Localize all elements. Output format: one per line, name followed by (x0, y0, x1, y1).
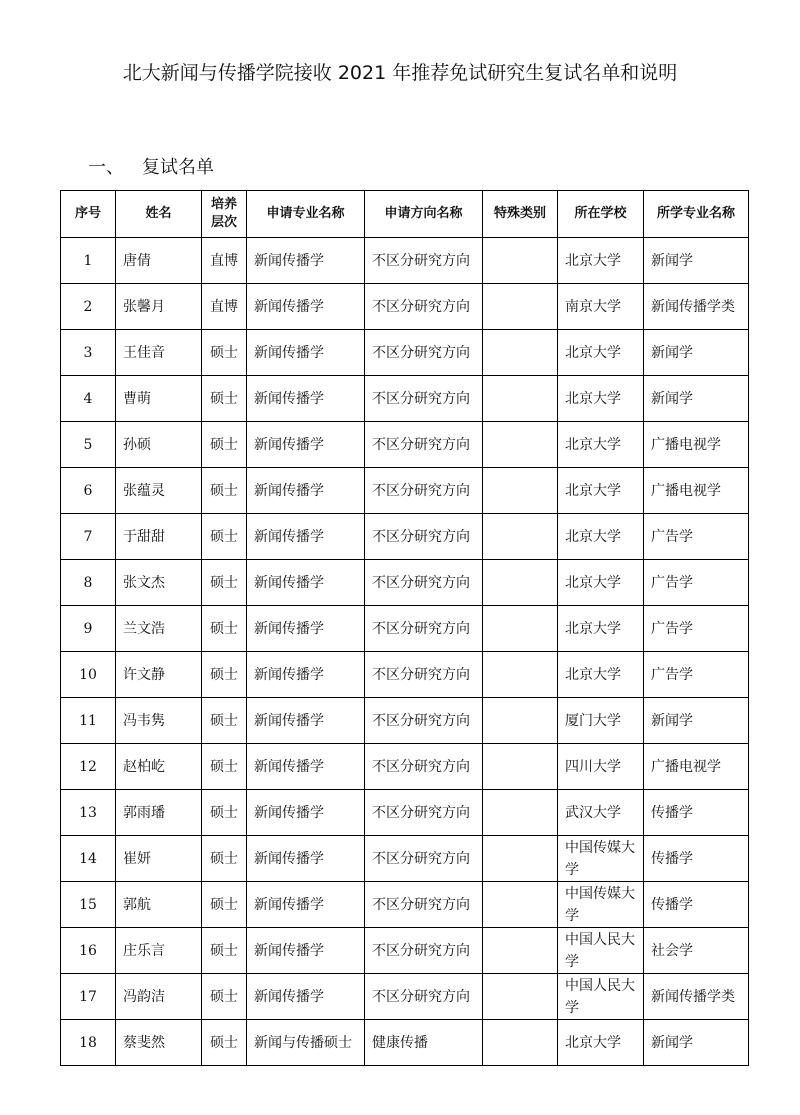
cell-name: 蔡斐然 (116, 1020, 202, 1066)
cell-special (483, 1020, 558, 1066)
cell-direction: 不区分研究方向 (365, 284, 483, 330)
cell-field: 广播电视学 (644, 744, 749, 790)
cell-field: 广告学 (644, 514, 749, 560)
cell-direction: 不区分研究方向 (365, 882, 483, 928)
cell-school: 厦门大学 (558, 698, 644, 744)
cell-major: 新闻传播学 (247, 652, 365, 698)
cell-special (483, 928, 558, 974)
cell-direction: 不区分研究方向 (365, 422, 483, 468)
cell-level: 硕士 (202, 790, 247, 836)
cell-major: 新闻传播学 (247, 330, 365, 376)
cell-field: 新闻传播学类 (644, 974, 749, 1020)
cell-level: 直博 (202, 238, 247, 284)
cell-major: 新闻传播学 (247, 468, 365, 514)
cell-school: 北京大学 (558, 652, 644, 698)
cell-level: 硕士 (202, 1020, 247, 1066)
document-title: 北大新闻与传播学院接收 2021 年推荐免试研究生复试名单和说明 (122, 62, 678, 84)
cell-major: 新闻传播学 (247, 284, 365, 330)
table-row (61, 422, 749, 468)
cell-special (483, 698, 558, 744)
table-row (61, 928, 749, 974)
cell-field: 广告学 (644, 652, 749, 698)
cell-no: 4 (61, 376, 116, 422)
cell-no: 2 (61, 284, 116, 330)
cell-school: 北京大学 (558, 238, 644, 284)
cell-field: 广播电视学 (644, 422, 749, 468)
cell-major: 新闻与传播硕士 (247, 1020, 365, 1066)
cell-special (483, 514, 558, 560)
cell-school: 中国人民大学 (558, 974, 644, 1020)
cell-school: 北京大学 (558, 422, 644, 468)
cell-no: 13 (61, 790, 116, 836)
cell-field: 传播学 (644, 790, 749, 836)
table-header-row (61, 191, 749, 238)
cell-direction: 不区分研究方向 (365, 514, 483, 560)
cell-school: 南京大学 (558, 284, 644, 330)
cell-no: 12 (61, 744, 116, 790)
cell-school: 中国传媒大学 (558, 882, 644, 928)
table-row (61, 790, 749, 836)
cell-level: 硕士 (202, 698, 247, 744)
cell-no: 9 (61, 606, 116, 652)
cell-major: 新闻传播学 (247, 514, 365, 560)
cell-direction: 不区分研究方向 (365, 606, 483, 652)
cell-name: 王佳音 (116, 330, 202, 376)
cell-name: 曹萌 (116, 376, 202, 422)
cell-field: 广告学 (644, 606, 749, 652)
cell-school: 四川大学 (558, 744, 644, 790)
cell-special (483, 238, 558, 284)
cell-level: 硕士 (202, 836, 247, 882)
cell-no: 16 (61, 928, 116, 974)
cell-level: 硕士 (202, 468, 247, 514)
cell-direction: 不区分研究方向 (365, 928, 483, 974)
cell-direction: 健康传播 (365, 1020, 483, 1066)
header-name: 姓名 (116, 191, 202, 238)
cell-field: 广告学 (644, 560, 749, 606)
cell-direction: 不区分研究方向 (365, 560, 483, 606)
cell-no: 10 (61, 652, 116, 698)
cell-school: 北京大学 (558, 560, 644, 606)
cell-field: 广播电视学 (644, 468, 749, 514)
table-row (61, 974, 749, 1020)
cell-special (483, 606, 558, 652)
cell-school: 北京大学 (558, 514, 644, 560)
cell-major: 新闻传播学 (247, 790, 365, 836)
table-row (61, 284, 749, 330)
cell-school: 中国人民大学 (558, 928, 644, 974)
cell-name: 郭航 (116, 882, 202, 928)
cell-level: 硕士 (202, 744, 247, 790)
cell-school: 北京大学 (558, 1020, 644, 1066)
cell-special (483, 974, 558, 1020)
table-row (61, 882, 749, 928)
cell-school: 北京大学 (558, 468, 644, 514)
cell-field: 新闻学 (644, 330, 749, 376)
cell-special (483, 836, 558, 882)
cell-school: 中国传媒大学 (558, 836, 644, 882)
cell-major: 新闻传播学 (247, 928, 365, 974)
cell-no: 11 (61, 698, 116, 744)
cell-special (483, 560, 558, 606)
cell-school: 北京大学 (558, 606, 644, 652)
cell-name: 郭雨璠 (116, 790, 202, 836)
cell-major: 新闻传播学 (247, 698, 365, 744)
cell-direction: 不区分研究方向 (365, 376, 483, 422)
header-direction: 申请方向名称 (365, 191, 483, 238)
header-school: 所在学校 (558, 191, 644, 238)
cell-direction: 不区分研究方向 (365, 238, 483, 284)
cell-no: 7 (61, 514, 116, 560)
cell-school: 武汉大学 (558, 790, 644, 836)
cell-name: 庄乐言 (116, 928, 202, 974)
cell-major: 新闻传播学 (247, 238, 365, 284)
cell-field: 传播学 (644, 836, 749, 882)
cell-field: 新闻传播学类 (644, 284, 749, 330)
table-row (61, 836, 749, 882)
cell-level: 硕士 (202, 606, 247, 652)
cell-level: 硕士 (202, 974, 247, 1020)
table-body (61, 238, 749, 1066)
table-row (61, 468, 749, 514)
cell-field: 新闻学 (644, 698, 749, 744)
header-level: 培养层次 (202, 191, 247, 238)
cell-level: 硕士 (202, 330, 247, 376)
cell-no: 15 (61, 882, 116, 928)
table-row (61, 698, 749, 744)
table-row (61, 376, 749, 422)
table-row (61, 744, 749, 790)
cell-level: 硕士 (202, 514, 247, 560)
cell-direction: 不区分研究方向 (365, 468, 483, 514)
cell-name: 许文静 (116, 652, 202, 698)
cell-no: 8 (61, 560, 116, 606)
cell-name: 崔妍 (116, 836, 202, 882)
cell-field: 新闻学 (644, 238, 749, 284)
section-label: 复试名单 (142, 157, 214, 178)
cell-no: 3 (61, 330, 116, 376)
table-row (61, 238, 749, 284)
cell-field: 新闻学 (644, 1020, 749, 1066)
cell-no: 5 (61, 422, 116, 468)
cell-direction: 不区分研究方向 (365, 790, 483, 836)
table-row (61, 514, 749, 560)
cell-direction: 不区分研究方向 (365, 330, 483, 376)
cell-level: 硕士 (202, 928, 247, 974)
cell-special (483, 468, 558, 514)
cell-direction: 不区分研究方向 (365, 974, 483, 1020)
cell-no: 14 (61, 836, 116, 882)
table-row (61, 652, 749, 698)
cell-name: 兰文浩 (116, 606, 202, 652)
table-row (61, 330, 749, 376)
header-special: 特殊类别 (483, 191, 558, 238)
candidate-table (60, 190, 749, 1066)
table-row (61, 560, 749, 606)
cell-special (483, 376, 558, 422)
cell-name: 张蕴灵 (116, 468, 202, 514)
cell-no: 17 (61, 974, 116, 1020)
cell-major: 新闻传播学 (247, 560, 365, 606)
cell-major: 新闻传播学 (247, 744, 365, 790)
cell-school: 北京大学 (558, 376, 644, 422)
cell-level: 直博 (202, 284, 247, 330)
cell-name: 于甜甜 (116, 514, 202, 560)
cell-direction: 不区分研究方向 (365, 744, 483, 790)
cell-special (483, 422, 558, 468)
cell-major: 新闻传播学 (247, 974, 365, 1020)
cell-major: 新闻传播学 (247, 376, 365, 422)
section-heading (88, 153, 214, 179)
cell-name: 张馨月 (116, 284, 202, 330)
header-no: 序号 (61, 191, 116, 238)
cell-field: 新闻学 (644, 376, 749, 422)
cell-school: 北京大学 (558, 330, 644, 376)
cell-level: 硕士 (202, 652, 247, 698)
header-field: 所学专业名称 (644, 191, 749, 238)
cell-special (483, 744, 558, 790)
cell-major: 新闻传播学 (247, 882, 365, 928)
cell-no: 1 (61, 238, 116, 284)
header-major: 申请专业名称 (247, 191, 365, 238)
cell-direction: 不区分研究方向 (365, 652, 483, 698)
cell-level: 硕士 (202, 560, 247, 606)
cell-special (483, 790, 558, 836)
cell-name: 冯韵洁 (116, 974, 202, 1020)
cell-name: 冯韦隽 (116, 698, 202, 744)
cell-name: 张文杰 (116, 560, 202, 606)
cell-special (483, 330, 558, 376)
cell-special (483, 284, 558, 330)
table-row (61, 606, 749, 652)
cell-name: 唐倩 (116, 238, 202, 284)
cell-special (483, 652, 558, 698)
cell-level: 硕士 (202, 882, 247, 928)
cell-name: 赵柏屹 (116, 744, 202, 790)
cell-special (483, 882, 558, 928)
cell-level: 硕士 (202, 422, 247, 468)
cell-major: 新闻传播学 (247, 606, 365, 652)
cell-major: 新闻传播学 (247, 422, 365, 468)
cell-direction: 不区分研究方向 (365, 836, 483, 882)
cell-direction: 不区分研究方向 (365, 698, 483, 744)
cell-major: 新闻传播学 (247, 836, 365, 882)
cell-field: 社会学 (644, 928, 749, 974)
cell-field: 传播学 (644, 882, 749, 928)
section-number: 一、 (88, 157, 124, 178)
cell-no: 6 (61, 468, 116, 514)
cell-no: 18 (61, 1020, 116, 1066)
cell-level: 硕士 (202, 376, 247, 422)
table-row (61, 1020, 749, 1066)
cell-name: 孙硕 (116, 422, 202, 468)
